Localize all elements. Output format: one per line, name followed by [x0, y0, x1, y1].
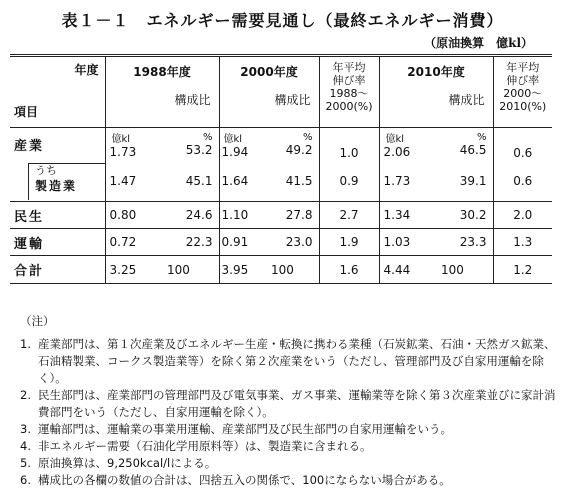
- cell: 39.1: [437, 162, 493, 202]
- header-1988: [105, 56, 219, 128]
- note-text: 民生部門は、産業部門の管理部門及び電気事業、ガス事業、運輸業等を除く第３次産業並びに家計消費部門をいう（ただし、自家用運輸を除く）。: [38, 388, 556, 419]
- cell: 1.6: [319, 256, 379, 284]
- value: 1.73: [109, 145, 137, 160]
- cell: 1.34: [379, 202, 437, 229]
- note-number: 2.: [20, 388, 31, 402]
- notes-section: [20, 313, 560, 489]
- growth2-line4: 2010(%): [499, 100, 547, 113]
- note-text: 原油換算は、9,250kcal/lによる。: [38, 456, 217, 470]
- header-2010: [379, 56, 493, 128]
- header-2000: [219, 56, 319, 128]
- note-item: [20, 455, 560, 472]
- note-item: [20, 472, 560, 489]
- note-number: 3.: [20, 422, 31, 436]
- cell: 1.73: [379, 162, 437, 202]
- cell: 1.9: [319, 229, 379, 256]
- note-number: 4.: [20, 439, 31, 453]
- cell: 100: [267, 256, 319, 284]
- cell: 1.03: [379, 229, 437, 256]
- value: 1.94: [221, 145, 249, 160]
- note-text: 運輸部門は、運輸業の事業用運輸、産業部門及び民生部門の自家用運輸をいう。: [38, 422, 452, 436]
- cell: [267, 128, 319, 162]
- table-row-total: [10, 256, 552, 284]
- note-number: 6.: [20, 473, 31, 487]
- cell: 0.80: [105, 202, 163, 229]
- cell: 3.95: [219, 256, 267, 284]
- year-1988: 1988年度: [133, 65, 191, 79]
- cell: 1.0: [319, 128, 379, 162]
- table-row: [10, 229, 552, 256]
- year-2010: 2010年度: [407, 65, 465, 79]
- notes-heading: （注）: [20, 314, 55, 328]
- item-label: 項目: [14, 105, 39, 119]
- note-text: 構成比の各欄の数値の合計は、四捨五入の関係で、100にならない場合がある。: [38, 473, 451, 487]
- cell: 23.3: [437, 229, 493, 256]
- growth1-line2: 伸び率: [332, 74, 366, 87]
- row-label: 産業: [10, 128, 105, 162]
- cell: 24.6: [163, 202, 219, 229]
- value: 53.2: [185, 143, 213, 158]
- cell: 23.0: [267, 229, 319, 256]
- unit-kl: 億kl: [385, 134, 405, 146]
- cell: 0.72: [105, 229, 163, 256]
- energy-demand-table: [10, 54, 552, 284]
- value: 46.5: [459, 143, 487, 158]
- year-2000: 2000年度: [240, 65, 298, 79]
- cell: 1.10: [219, 202, 267, 229]
- note-item: [20, 421, 560, 438]
- share-2010: 構成比: [448, 93, 485, 107]
- note-item: [20, 336, 560, 387]
- cell: [219, 128, 267, 162]
- note-item: [20, 387, 560, 421]
- table-row-sub: [10, 162, 552, 202]
- growth1-line1: 年平均: [332, 61, 366, 74]
- growth1-line4: 2000(%): [325, 100, 373, 113]
- row-label: 合計: [10, 256, 105, 284]
- unit-kl: 億kl: [223, 134, 243, 146]
- header-growth-1: [319, 56, 379, 128]
- cell: 1.2: [493, 256, 552, 284]
- table-row: [10, 128, 552, 162]
- header-corner: [10, 56, 105, 128]
- row-label-sub: [10, 162, 105, 202]
- note-item: [20, 438, 560, 455]
- sub-prefix: うち: [35, 163, 57, 177]
- unit-pct: %: [476, 132, 487, 144]
- growth1-line3: 1988～: [329, 87, 369, 100]
- cell: 45.1: [163, 162, 219, 202]
- unit-kl: 億kl: [111, 134, 131, 146]
- unit-pct: %: [302, 132, 313, 144]
- cell: 30.2: [437, 202, 493, 229]
- cell: 2.0: [493, 202, 552, 229]
- value: 2.06: [383, 145, 411, 160]
- cell: 22.3: [163, 229, 219, 256]
- header-row: [10, 56, 552, 128]
- share-1988: 構成比: [174, 93, 211, 107]
- cell: [379, 128, 437, 162]
- cell: 0.6: [493, 128, 552, 162]
- cell: 4.44: [379, 256, 437, 284]
- unit-pct: %: [202, 132, 213, 144]
- cell: 41.5: [267, 162, 319, 202]
- cell: 0.91: [219, 229, 267, 256]
- table-row: [10, 202, 552, 229]
- cell: 27.8: [267, 202, 319, 229]
- cell: 0.6: [493, 162, 552, 202]
- sub-label: 製造業: [35, 178, 78, 193]
- cell: 0.9: [319, 162, 379, 202]
- row-label: 運輸: [10, 229, 105, 256]
- cell: [105, 128, 163, 162]
- cell: 1.47: [105, 162, 163, 202]
- note-text: 産業部門は、第１次産業及びエネルギー生産・転換に携わる業種（石炭鉱業、石油・天然ガス鉱業、石油精製業、コークス製造業等）を除く第２次産業をいう（ただし、管理部門及び自家用運輸を除く）。: [38, 337, 556, 385]
- value: 49.2: [285, 143, 313, 158]
- cell: 3.25: [105, 256, 163, 284]
- cell: 100: [437, 256, 493, 284]
- cell: [437, 128, 493, 162]
- table-title: 表１－１ エネルギー需要見通し（最終エネルギー消費）: [61, 11, 504, 30]
- note-number: 1.: [20, 337, 31, 351]
- header-growth-2: [493, 56, 552, 128]
- row-label: 民生: [10, 202, 105, 229]
- cell: 100: [163, 256, 219, 284]
- growth2-line1: 年平均: [506, 61, 540, 74]
- cell: 2.7: [319, 202, 379, 229]
- growth2-line3: 2000～: [503, 87, 543, 100]
- note-text: 非エネルギー需要（石油化学用原料等）は、製造業に含まれる。: [38, 439, 372, 453]
- unit-note: （原油換算 億kl）: [424, 36, 533, 50]
- year-label: 年度: [74, 63, 99, 77]
- growth2-line2: 伸び率: [506, 74, 540, 87]
- share-2000: 構成比: [274, 93, 311, 107]
- cell: 1.64: [219, 162, 267, 202]
- cell: [163, 128, 219, 162]
- note-number: 5.: [20, 456, 31, 470]
- cell: 1.3: [493, 229, 552, 256]
